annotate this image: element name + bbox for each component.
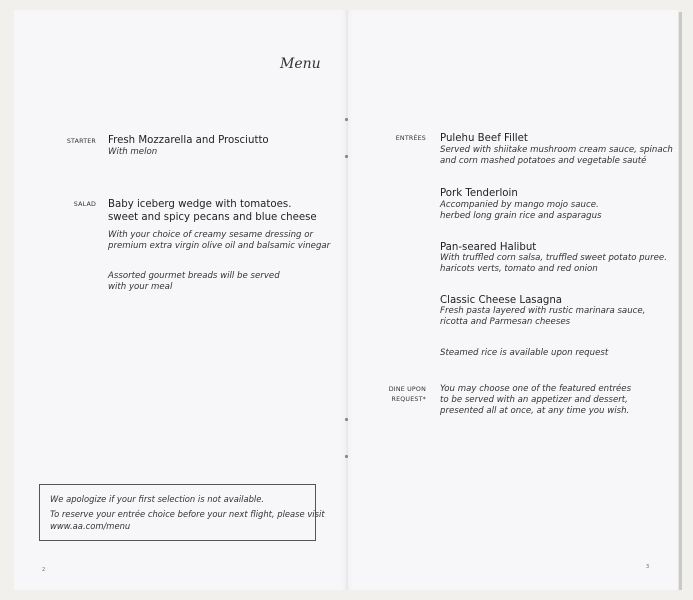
dish-description: premium extra virgin olive oil and balsamic vinegar	[108, 241, 331, 251]
dish-name: Classic Cheese Lasagna	[440, 295, 563, 306]
category-label-salad: SALAD	[73, 201, 96, 208]
dish-description: With melon	[108, 147, 158, 157]
staple	[345, 418, 348, 421]
dish-name: Fresh Mozzarella and Prosciutto	[108, 135, 269, 146]
staple	[345, 155, 348, 158]
dish-description: Served with shiitake mushroom cream sauce, spinach	[440, 145, 673, 155]
notice-text: We apologize if your first selection is not available.	[50, 494, 265, 504]
rice-note: Steamed rice is available upon request	[440, 348, 609, 358]
bread-note: with your meal	[108, 282, 173, 292]
staple	[345, 455, 348, 458]
notice-text: To reserve your entrée choice before your next flight, please visit	[50, 509, 325, 519]
dish-description: ricotta and Parmesan cheeses	[440, 317, 571, 327]
dish-description: herbed long grain rice and asparagus	[440, 211, 602, 221]
menu-url: www.aa.com/menu	[50, 521, 131, 531]
category-label-dine-upon-request: DINE UPON	[388, 386, 426, 393]
dine-upon-request-description: You may choose one of the featured entrées	[440, 384, 632, 394]
category-label-dine-upon-request: REQUEST*	[391, 396, 426, 403]
page-title: Menu	[280, 56, 321, 72]
dish-description: and corn mashed potatoes and vegetable sauté	[440, 156, 647, 166]
dish-name: Pork Tenderloin	[440, 188, 518, 199]
dine-upon-request-description: presented all at once, at any time you wish.	[440, 406, 630, 416]
staple	[345, 118, 348, 121]
page-stack-edge	[678, 12, 682, 590]
dish-name: sweet and spicy pecans and blue cheese	[108, 212, 317, 223]
category-label-entrees: ENTRÉES	[395, 135, 426, 142]
dish-description: Fresh pasta layered with rustic marinara sauce,	[440, 306, 646, 316]
page-number: 2	[42, 567, 46, 573]
dish-description: Accompanied by mango mojo sauce.	[440, 200, 599, 210]
page-number: 3	[646, 564, 650, 570]
dine-upon-request-description: to be served with an appetizer and dessert,	[440, 395, 628, 405]
bread-note: Assorted gourmet breads will be served	[108, 271, 280, 281]
dish-name: Baby iceberg wedge with tomatoes.	[108, 199, 292, 210]
availability-notice-box	[39, 484, 325, 541]
dish-description: With truffled corn salsa, truffled sweet potato puree.	[440, 253, 667, 263]
dish-description: With your choice of creamy sesame dressing or	[108, 230, 314, 240]
booklet-spine	[346, 10, 348, 590]
category-label-starter: STARTER	[66, 138, 96, 145]
dish-name: Pan-seared Halibut	[440, 242, 537, 253]
dish-name: Pulehu Beef Fillet	[440, 133, 528, 144]
dish-description: haricots verts, tomato and red onion	[440, 264, 598, 274]
